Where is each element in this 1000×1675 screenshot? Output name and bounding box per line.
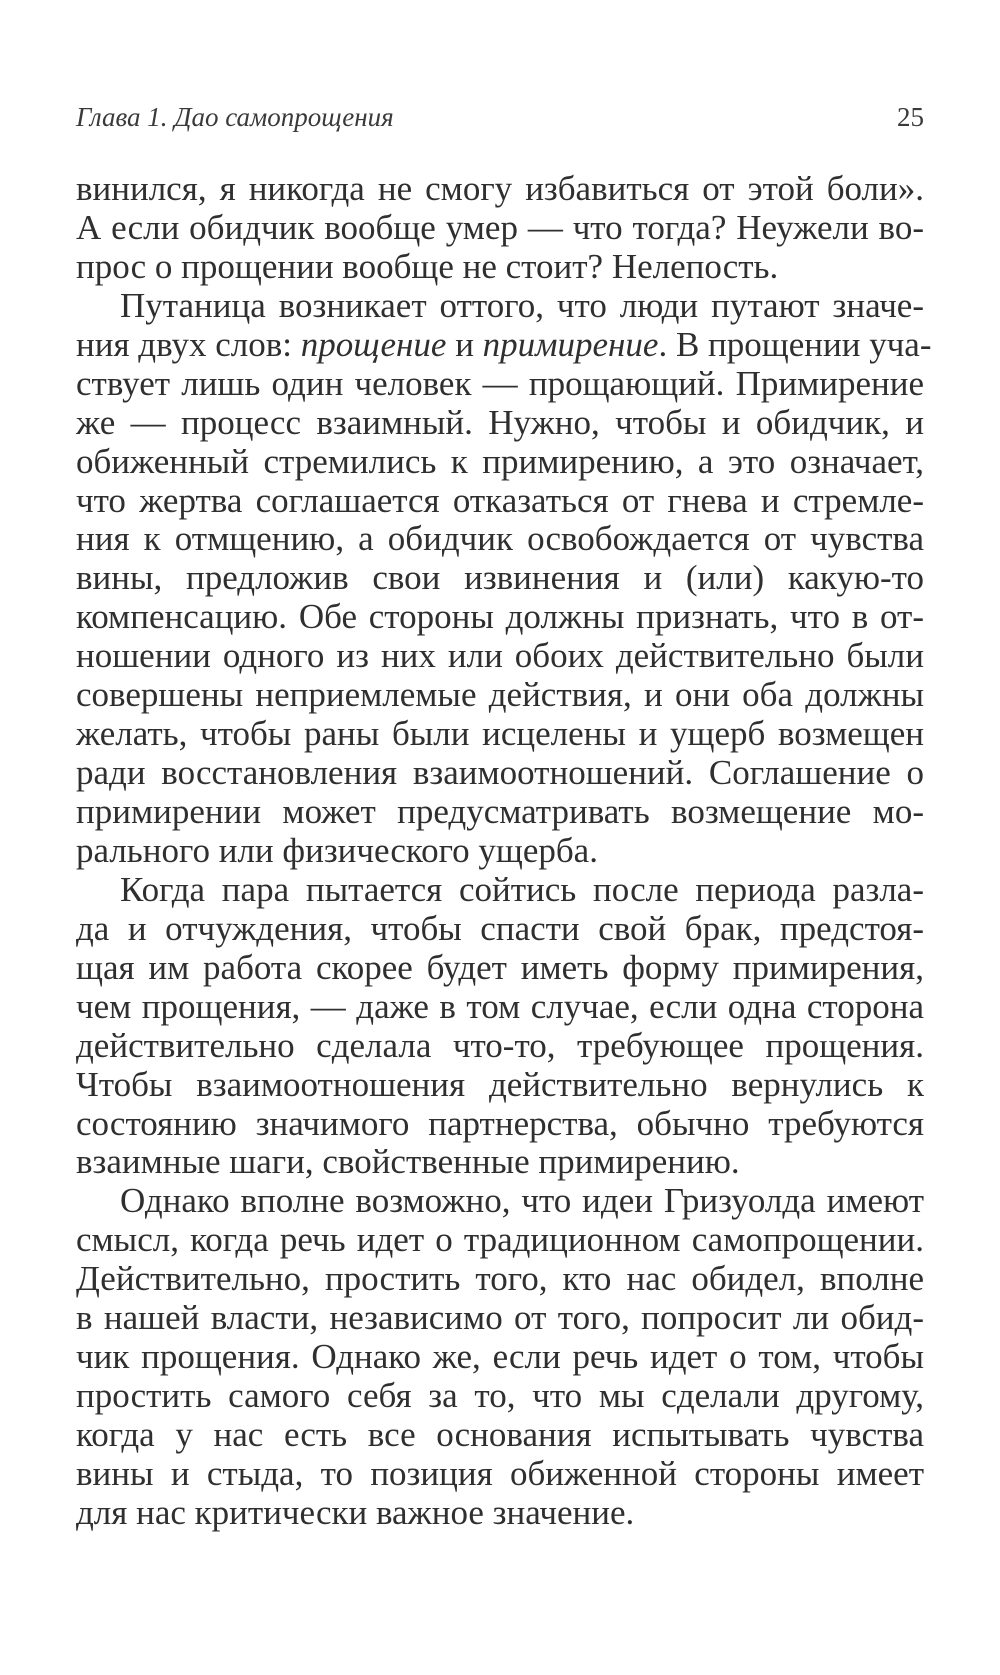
text-line: желать, чтобы раны были исцелены и ущерб возмещен — [76, 714, 924, 754]
text-line: в нашей власти, независимо от того, попросит ли обид- — [76, 1298, 924, 1338]
text-line: состоянию значимого партнерства, обычно требуются — [76, 1103, 924, 1143]
chapter-title: Глава 1. Дао самопрощения — [76, 102, 394, 132]
text-line: совершены неприемлемые действия, и они оба должны — [76, 675, 924, 715]
text-line: примирении может предусматривать возмещение мо- — [76, 792, 924, 831]
text-line: да и отчуждения, чтобы спасти свой брак, предстоя- — [76, 908, 924, 948]
text-line: Чтобы взаимоотношения действительно вернулись к — [76, 1064, 924, 1104]
emphasis-forgiveness: прощение — [300, 324, 447, 364]
body-text — [76, 169, 932, 1533]
text-line: Действительно, простить того, кто нас обидел, вполне — [76, 1259, 924, 1299]
text-fragment: ния двух слов: — [76, 324, 301, 364]
text-fragment: и — [446, 324, 483, 364]
text-line: Путаница возникает оттого, что люди путают значе- — [120, 285, 924, 325]
text-fragment: . В прощении уча- — [658, 324, 932, 364]
paragraph-1 — [76, 170, 924, 287]
text-line: ради восстановления взаимоотношений. Соглашение о — [76, 753, 924, 793]
text-line: Однако вполне возможно, что идеи Гризуолда имеют — [120, 1181, 924, 1221]
paragraph-4 — [76, 1182, 924, 1532]
running-head — [76, 102, 924, 142]
text-line: вины, предложив свои извинения и (или) какую-то — [76, 558, 924, 598]
text-line: когда у нас есть все основания испытывать чувства — [76, 1415, 924, 1454]
text-line: рального или физического ущерба. — [76, 830, 598, 870]
text-line: действительно сделала что-то, требующее прощения. — [76, 1025, 924, 1065]
page-number: 25 — [897, 102, 924, 132]
text-line: для нас критически важное значение. — [76, 1492, 635, 1532]
text-line: ния к отмщению, а обидчик освобождается от чувства — [76, 519, 924, 559]
text-line: обиженный стремились к примирению, а это означает, — [76, 441, 924, 481]
text-line: что жертва соглашается отказаться от гнева и стремле- — [76, 480, 924, 520]
text-line: чик прощения. Однако же, если речь идет о том, чтобы — [76, 1337, 924, 1377]
text-line: смысл, когда речь идет о традиционном самопрощении. — [76, 1220, 924, 1260]
text-line: же — процесс взаимный. Нужно, чтобы и обидчик, и — [76, 402, 924, 442]
text-line: прос о прощении вообще не стоит? Нелепость. — [76, 246, 779, 286]
text-line: ствует лишь один человек — прощающий. Примирение — [76, 363, 924, 403]
text-line: компенсацию. Обе стороны должны признать, что в от- — [76, 597, 924, 637]
emphasis-reconciliation: примирение — [482, 324, 659, 364]
text-line: взаимные шаги, свойственные примирению. — [76, 1142, 740, 1182]
text-line-with-emphasis — [76, 324, 932, 365]
text-line: ношении одного из них или обоих действительно были — [76, 636, 924, 676]
paragraph-3 — [76, 871, 924, 1183]
text-line: простить самого себя за то, что мы сделали другому, — [76, 1376, 924, 1416]
text-line: щая им работа скорее будет иметь форму примирения, — [76, 947, 924, 987]
text-line: А если обидчик вообще умер — что тогда? Неужели во- — [76, 207, 924, 247]
text-line: Когда пара пытается сойтись после периода разла- — [120, 869, 924, 909]
text-line: винился, я никогда не смогу избавиться от этой боли». — [76, 169, 924, 208]
text-line: чем прощения, — даже в том случае, если одна сторона — [76, 986, 924, 1026]
paragraph-2 — [76, 285, 932, 871]
text-line: вины и стыда, то позиция обиженной стороны имеет — [76, 1453, 924, 1493]
